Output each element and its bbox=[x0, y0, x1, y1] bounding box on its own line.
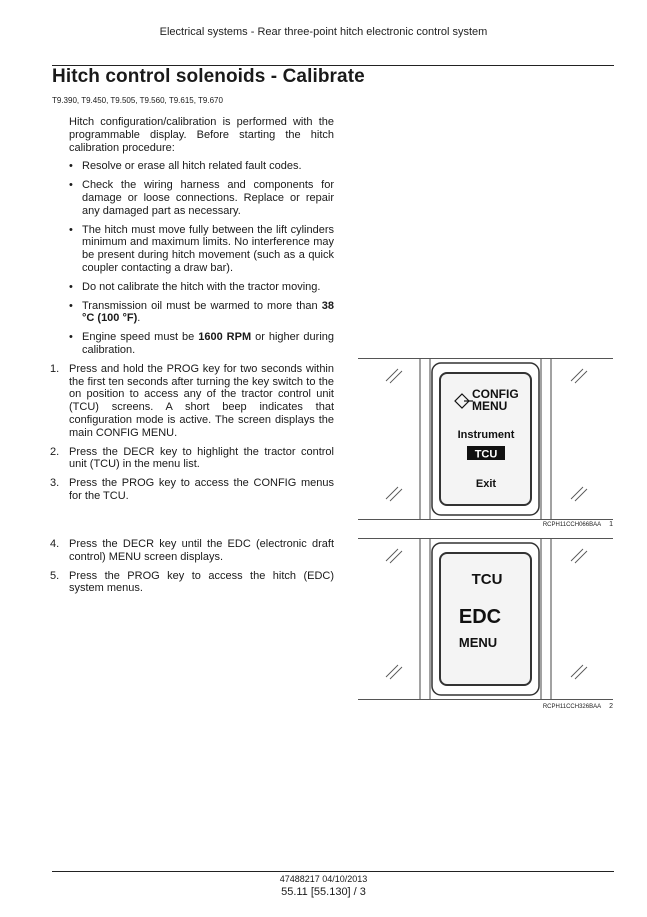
oil-temp-c: 38 °C bbox=[82, 299, 334, 325]
figure-ref: RCPH11CCH326BAA bbox=[542, 704, 602, 710]
procedure-body-2 bbox=[50, 538, 334, 601]
prerequisite-list bbox=[50, 160, 334, 356]
list-item bbox=[82, 300, 334, 326]
page-title: Hitch control solenoids - Calibrate bbox=[52, 66, 365, 87]
step-number: 5. bbox=[50, 569, 60, 582]
list-item bbox=[82, 331, 334, 357]
step-text: Press the DECR key until the EDC (electronic draft control) MENU screen displays. bbox=[69, 538, 334, 563]
menu-label: MENU bbox=[472, 399, 508, 413]
list-item: • Do not calibrate the hitch with the tractor moving. bbox=[82, 281, 334, 294]
page-reference: 55.11 [55.130] / 3 bbox=[281, 886, 366, 898]
step-item bbox=[50, 445, 334, 472]
steps-list-2 bbox=[50, 538, 334, 595]
intro-paragraph: Hitch configuration/calibration is performed with the programmable display. Before starting the hitch calibration procedure: bbox=[69, 116, 334, 154]
step-number: 4. bbox=[50, 538, 60, 550]
figure-number: 2 bbox=[609, 703, 613, 710]
oil-temp-f: (100 °F) bbox=[97, 312, 138, 325]
engine-rpm: 1600 RPM bbox=[198, 331, 252, 344]
list-item: • Check the wiring harness and components for damage or loose connections. Replace or repair any damaged part as necessary. bbox=[82, 179, 334, 217]
display-illustration-1 bbox=[358, 359, 613, 519]
steps-list-1 bbox=[50, 363, 334, 503]
step-text: Press the PROG key to access the CONFIG menus for the TCU. bbox=[69, 477, 334, 502]
footer-rule bbox=[52, 871, 614, 872]
step-text: Press and hold the PROG key for two seconds within the first ten seconds after turning the key switch to the on position to access any of the tractor control unit (TCU) screens. A short beep indicates that configuration mode is active. The screen displays the main CONFIG MENU. bbox=[69, 362, 334, 439]
document-code: 47488217 04/10/2013 bbox=[279, 874, 368, 884]
step-item bbox=[50, 538, 334, 564]
figure-edc-menu bbox=[358, 538, 613, 700]
tcu-label: TCU bbox=[471, 571, 503, 588]
menu-label: MENU bbox=[458, 635, 498, 650]
figure-caption-2 bbox=[358, 703, 613, 710]
step-number: 3. bbox=[50, 477, 60, 490]
procedure-body bbox=[50, 116, 334, 509]
model-list: T9.390, T9.450, T9.505, T9.560, T9.615, T9.670 bbox=[52, 96, 223, 105]
oil-text: Transmission oil must be warmed to more than bbox=[82, 299, 322, 312]
step-item bbox=[50, 477, 334, 503]
engine-text: Engine speed must be bbox=[82, 331, 199, 344]
step-item bbox=[50, 569, 334, 596]
edc-label: EDC bbox=[458, 606, 502, 628]
engine-text-end: or higher during calibration. bbox=[82, 331, 334, 356]
figure-config-menu bbox=[358, 358, 613, 520]
step-item bbox=[50, 362, 334, 440]
step-text: Press the PROG key to access the hitch (EDC) system menus. bbox=[69, 569, 334, 595]
figure-number: 1 bbox=[609, 521, 613, 528]
figure-caption-1 bbox=[358, 521, 613, 528]
instrument-label: Instrument bbox=[457, 429, 515, 441]
list-item: • Resolve or erase all hitch related fault codes. bbox=[82, 160, 334, 173]
figure-ref: RCPH11CCH066BAA bbox=[542, 522, 602, 528]
config-label: CONFIG bbox=[472, 387, 519, 401]
list-item: • The hitch must move fully between the lift cylinders minimum and maximum limits. No interference may be present during hitch movement (such as a quick coupler contacting a draw bar). bbox=[82, 224, 334, 275]
running-header: Electrical systems - Rear three-point hitch electronic control system bbox=[159, 26, 488, 38]
oil-text-end: . bbox=[137, 312, 141, 325]
display-illustration-2 bbox=[358, 539, 613, 699]
exit-label: Exit bbox=[475, 478, 497, 490]
step-text: Press the DECR key to highlight the tractor control unit (TCU) in the menu list. bbox=[69, 445, 334, 471]
tcu-label: TCU bbox=[474, 448, 498, 461]
step-number: 1. bbox=[50, 362, 60, 375]
step-number: 2. bbox=[50, 445, 60, 458]
